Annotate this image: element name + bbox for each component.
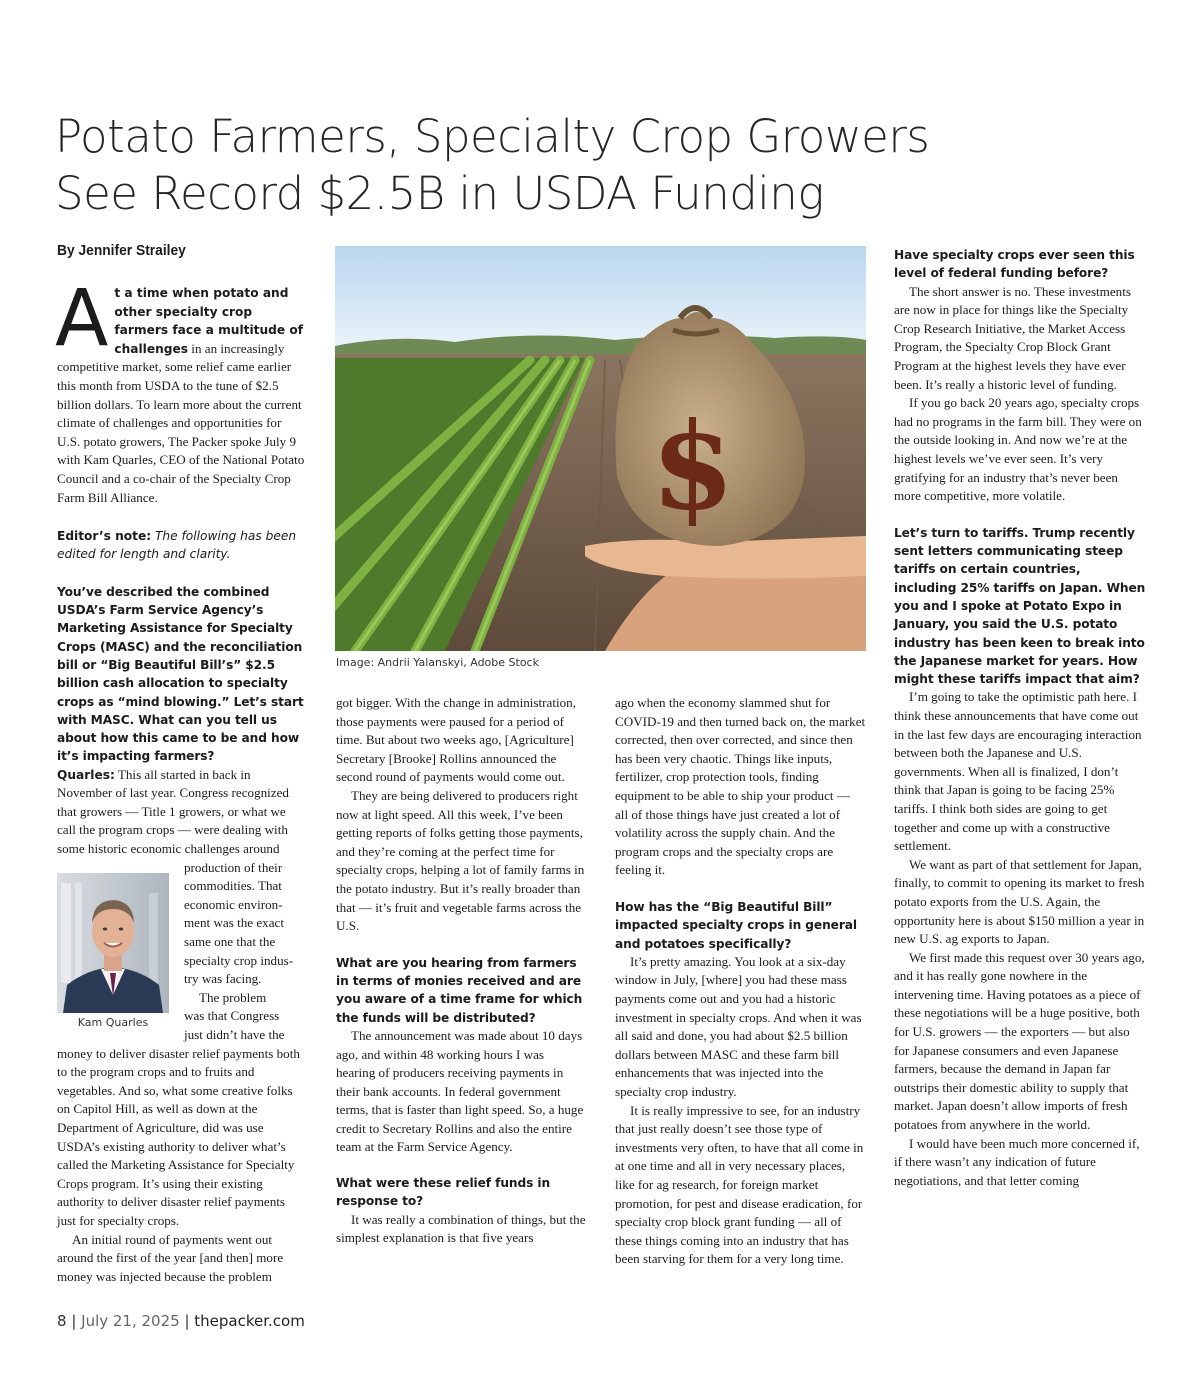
drop-cap: A (55, 274, 109, 364)
issue-date: July 21, 2025 (81, 1312, 180, 1330)
question-4: How has the “Big Beautiful Bill” impacted specialty crops in general and potatoes specifically? (615, 899, 857, 951)
wrap-line: production of their (184, 859, 283, 875)
answer-6-paragraph-1: I’m going to take the optimistic path here. I think these announcements that have come out in the last few days are encouraging interaction between both the Japanese and U.S. governments. When all is finalized, I don’t think that Japan is going to be facing 25% tariffs. I think both sides are going to get together and come up with a constructive settlement. (894, 689, 1142, 854)
answer-4-paragraph-1: It’s pretty amazing. You look at a six-day window in July, [where] you had these mass payments come out and you had a historic investment in specialty crops. And when it was all said and done, you had about $2.5 billion dollars between MASC and these farm bill enhancements that was injected into the specialty crop industry. (615, 953, 862, 1099)
site-link[interactable]: thepacker.com (194, 1312, 305, 1330)
question-2: What are you hearing from farmers in terms of monies received and are you aware of a time frame for which the funds will be distributed? (336, 955, 583, 1025)
wrap-line: specialty crop indus- (184, 952, 294, 968)
question-6: Let’s turn to tariffs. Trump recently sent letters communicating steep tariffs on certain countries, including 25% tariffs on Japan. When you and I spoke at Potato Expo in January, you said the U.S. potato industry has been keen to break into the Japanese market for years. How might these tariffs impact that aim? (894, 525, 1146, 687)
photo-caption: Image: Andrii Yalanskyi, Adobe Stock (336, 656, 539, 669)
wrap-line: just didn’t have the (184, 1027, 285, 1042)
col2-paragraph-1: got bigger. With the change in administration, those payments were paused for a period of time. But about two weeks ago, [Agriculture] Secretary [Brooke] Rollins announced the second round of payments would come out. (336, 695, 576, 785)
answer-5-paragraph-2: If you go back 20 years ago, specialty crops had no programs in the farm bill. They were on the outside looking in. And now we’re at the highest levels we’ve ever seen. It’s very gratifying for an industry that’s never been more competitive, more volatile. (894, 395, 1142, 504)
page-number: 8 (57, 1312, 67, 1330)
answer-4-paragraph-2: It is really impressive to see, for an industry that just really doesn’t see those type of investments very often, to have that all come in at one time and all in very necessary places, like for ag research, for foreign market promotion, for pest and disease eradication, for specialty crop block grant funding — all of these things coming into an industry that has been starving for them for a very long time. (615, 1102, 864, 1267)
col2-paragraph-2: They are being delivered to producers right now at light speed. All this week, I’ve been getting reports of folks getting those payments, and they’re coming at the perfect time for specialty crops, helping a lot of family farms in the potato industry. But it’s really broader than that — it’s fruit and vegetable farms across the U.S. (336, 787, 585, 934)
wrap-line: ment was the exact (184, 915, 284, 931)
wrap-line: was that Congress (184, 1008, 280, 1024)
answer-6-paragraph-3: We first made this request over 30 years ago, and it has really gone nowhere in the intervening time. Having potatoes as a piece of these negotiations will be a huge positive, both for U.S. growers — the exporters — but also for Japanese consumers and even Japanese farmers, because the demand in Japan far outstrips their domestic ability to supply that market. Japan doesn’t allow imports of fresh potatoes from anywhere in the world. (894, 949, 1145, 1133)
lead-rest-text: in an increasingly competitive market, some relief came earlier this month from USDA to the tune of $2.5 billion dollars. To learn more about the current climate of challenges and opportunities for U.S. potato growers, The Packer spoke July 9 with Kam Quarles, CEO of the National Potato Council and a co-chair of the Specialty Crop Farm Bill Alliance. (57, 340, 305, 505)
answer-2: The announcement was made about 10 days ago, and within 48 working hours I was hearing of producers receiving payments in their bank accounts. In federal government terms, that is faster than light speed. So, a huge credit to Secretary Rollins and also the entire team at the Farm Service Agency. (336, 1027, 584, 1155)
wrap-line: The problem (199, 989, 267, 1005)
footer-separator: | (66, 1312, 82, 1330)
speaker-label: Quarles: (57, 767, 115, 782)
column-4 (894, 246, 1146, 1190)
lead-paragraph (55, 274, 307, 507)
editor-note-text: The following has been edited for length and clarity. (57, 529, 297, 562)
headline-line-1: Potato Farmers, Specialty Crop Growers (55, 110, 930, 163)
headline (55, 108, 1155, 222)
wrap-line: economic environ- (184, 896, 283, 912)
column-1 (55, 274, 307, 1286)
wrap-line: commodities. That (184, 878, 282, 894)
wrap-line: same one that the (184, 934, 276, 950)
answer-1-text: This all started in back in November of last year. Congress recognized that growers — Title 1 growers, or what we call the program crops — were dealing with some historic economic challenges around (57, 766, 289, 857)
column-2 (336, 694, 586, 1248)
answer-3: It was really a combination of things, but the simplest explanation is that five years (336, 1211, 586, 1246)
portrait-photo (57, 873, 169, 1013)
wrap-line: try was facing. (184, 971, 262, 987)
main-photo (335, 246, 866, 651)
col3-paragraph-1: ago when the economy slammed shut for COVID-19 and then turned back on, the market corrected, then over corrected, and since then has been very chaotic. Things like inputs, fertilizer, crop protection tools, finding equipment to be able to ship your product — all of those things have just created a lot of volatility across the supply chain. And the program crops and the specialty crops are feeling it. (615, 695, 866, 878)
answer-6-paragraph-4: I would have been much more concerned if, if there wasn’t any indication of future negotiations, and that letter coming (894, 1135, 1140, 1188)
question-3: What were these relief funds in response to? (336, 1176, 551, 1209)
question-1: You’ve described the combined USDA’s Farm Service Agency’s Marketing Assistance for Specialty Crops (MASC) and the reconciliation bill or “Big Beautiful Bill’s” $2.5 billion cash allocation to specialty crops as “mind blowing.” Let’s start with MASC. What can you tell us about how this came to be and how it’s impacting farmers? (57, 584, 304, 764)
byline: By Jennifer Strailey (57, 242, 186, 259)
editor-note (57, 527, 307, 564)
dollar-sign: $ (651, 396, 735, 537)
question-5: Have specialty crops ever seen this level of federal funding before? (894, 248, 1135, 281)
answer-1-paragraph-3: money to deliver disaster relief payments both to the program crops and to fruits and vegetables. And so, what some creative folks on Capitol Hill, as well as down at the Department of Agriculture, did was use USDA’s existing authority to deliver what’s called the Marketing Assistance for Specialty Crops program. It’s using their existing authority to deliver disaster relief payments just for specialty crops. (57, 1045, 300, 1228)
headline-line-2: See Record $2.5B in USDA Funding (55, 167, 824, 220)
lead-bold-text: t a time when potato and other specialty crop farmers face a multitude of challenges (114, 286, 304, 356)
footer-separator: | (179, 1312, 195, 1330)
answer-5-paragraph-1: The short answer is no. These investments are now in place for things like the Specialty Crop Research Initiative, the Market Access Program, the Specialty Crop Block Grant Program at the highest levels they have ever been. It’s really a historic level of funding. (894, 283, 1131, 392)
portrait-caption: Kam Quarles (77, 1016, 149, 1029)
answer-1-paragraph-1 (57, 766, 307, 859)
man-in-suit-portrait-icon (57, 873, 169, 1013)
money-bag-in-hand-over-field-icon (335, 246, 866, 651)
editor-note-label: Editor’s note: (57, 529, 152, 544)
column-3 (615, 694, 866, 1269)
answer-1-paragraph-4: An initial round of payments went out around the first of the year [and then] more money was injected because the problem (57, 1231, 284, 1284)
page-footer (57, 1312, 305, 1330)
answer-6-paragraph-2: We want as part of that settlement for Japan, finally, to commit to opening its market to fresh potato exports from the U.S. Again, the opportunity here is about $150 million a year in new U.S. ag exports to Japan. (894, 856, 1145, 947)
